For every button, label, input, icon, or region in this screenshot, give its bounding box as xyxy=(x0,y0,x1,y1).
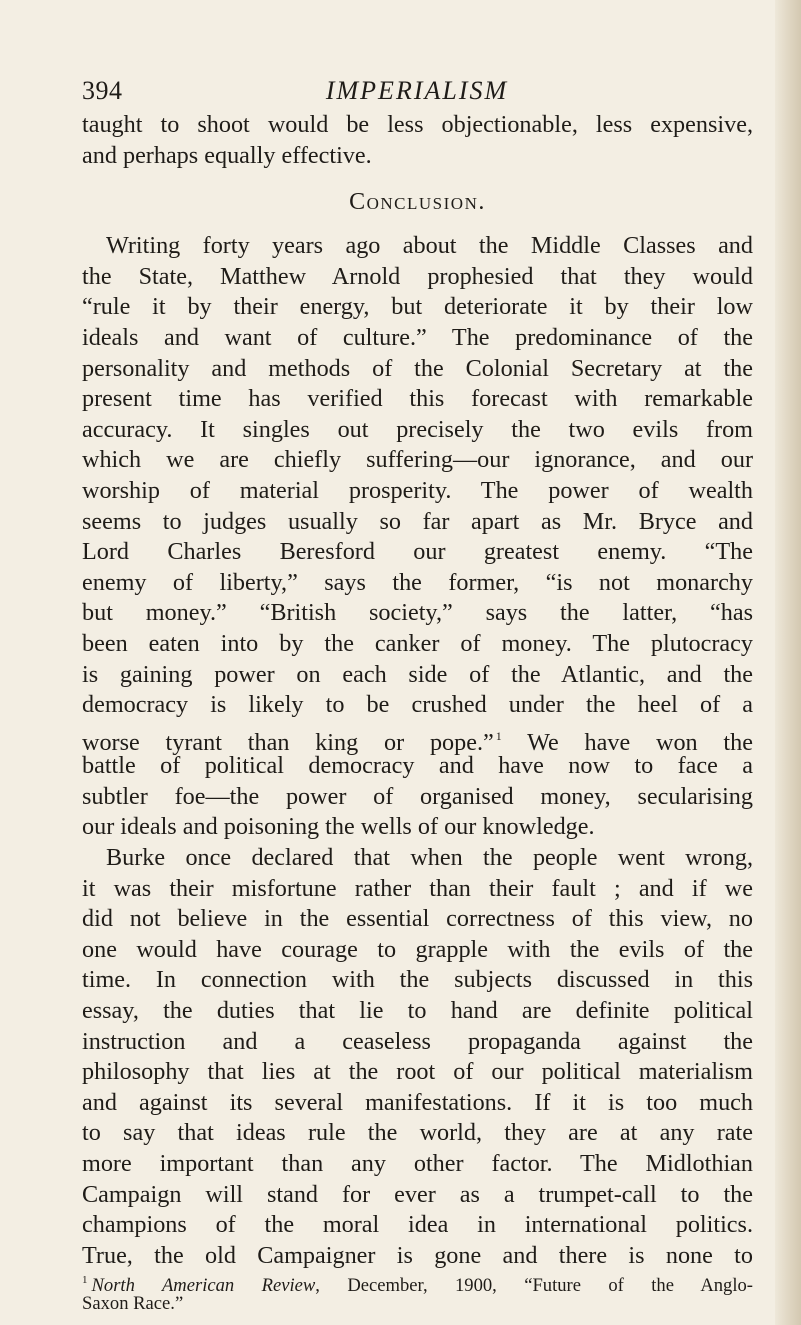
footnote-marker: 1 xyxy=(82,1274,88,1286)
text-line: “rule it by their energy, but deteriorate it by their low xyxy=(82,293,753,321)
page-header xyxy=(82,76,752,106)
page-edge-shadow xyxy=(775,0,801,1325)
text-line: and perhaps equally effective. xyxy=(82,141,372,169)
text-line: seems to judges usually so far apart as Mr. Bryce and xyxy=(82,507,753,535)
text-line: Writing forty years ago about the Middle Classes and xyxy=(106,232,753,260)
text-line: to say that ideas rule the world, they are at any rate xyxy=(82,1119,753,1147)
footnote xyxy=(82,1268,753,1316)
footnote-reference: 1 xyxy=(495,728,502,743)
text-line: taught to shoot would be less objectionable, less expensive, xyxy=(82,111,753,138)
text-fragment: We have won the xyxy=(527,728,753,756)
text-line: champions of the moral idea in international politics. xyxy=(82,1211,753,1239)
footnote-line: Saxon Race.” xyxy=(82,1293,184,1314)
text-line: been eaten into by the canker of money. The plutocracy xyxy=(82,629,753,657)
footnote-journal-title: North American Review xyxy=(91,1275,316,1296)
text-line: instruction and a ceaseless propaganda against the xyxy=(82,1027,753,1055)
text-line: enemy of liberty,” says the former, “is not monarchy xyxy=(82,568,753,596)
text-line: did not believe in the essential correctness of this view, no xyxy=(82,905,753,933)
text-line: subtler foe—the power of organised money, secularising xyxy=(82,782,753,810)
text-line: but money.” “British society,” says the latter, “has xyxy=(82,599,753,627)
text-line: Lord Charles Beresford our greatest enemy. “The xyxy=(82,538,753,566)
page-number: 394 xyxy=(82,76,123,105)
footnote-line xyxy=(82,1268,753,1296)
text-line: present time has verified this forecast with remarkable xyxy=(82,385,753,413)
text-line: personality and methods of the Colonial Secretary at the xyxy=(82,354,753,382)
text-line: democracy is likely to be crushed under the heel of a xyxy=(82,691,753,719)
text-line: and against its several manifestations. If it is too much xyxy=(82,1088,753,1116)
running-head: IMPERIALISM xyxy=(325,76,509,105)
footnote-text: , December, 1900, “Future of the Anglo- xyxy=(315,1275,753,1296)
text-line: ideals and want of culture.” The predominance of the xyxy=(82,323,753,351)
text-line: one would have courage to grapple with the evils of the xyxy=(82,935,753,963)
text-line: accuracy. It singles out precisely the two evils from xyxy=(82,415,753,443)
text-line: is gaining power on each side of the Atlantic, and the xyxy=(82,660,753,688)
text-line: Burke once declared that when the people went wrong, xyxy=(106,844,753,872)
text-line xyxy=(82,721,753,756)
text-line: essay, the duties that lie to hand are definite political xyxy=(82,997,753,1025)
text-fragment: worse tyrant than king or pope.” xyxy=(82,728,494,756)
body-text xyxy=(82,110,753,1271)
text-line: battle of political democracy and have now to face a xyxy=(82,752,753,780)
text-line: Campaign will stand for ever as a trumpet-call to the xyxy=(82,1180,753,1208)
text-line: more important than any other factor. The Midlothian xyxy=(82,1150,753,1177)
section-heading: Conclusion. xyxy=(349,189,486,216)
text-line: True, the old Campaigner is gone and there is none to xyxy=(82,1241,753,1269)
text-line: philosophy that lies at the root of our political materialism xyxy=(82,1058,753,1086)
text-line: worship of material prosperity. The power of wealth xyxy=(82,476,753,504)
text-line: our ideals and poisoning the wells of our knowledge. xyxy=(82,813,595,841)
text-line: time. In connection with the subjects discussed in this xyxy=(82,966,753,994)
text-line: the State, Matthew Arnold prophesied that they would xyxy=(82,262,753,290)
text-line: which we are chiefly suffering—our ignorance, and our xyxy=(82,446,753,474)
text-line: it was their misfortune rather than their fault ; and if we xyxy=(82,874,753,902)
